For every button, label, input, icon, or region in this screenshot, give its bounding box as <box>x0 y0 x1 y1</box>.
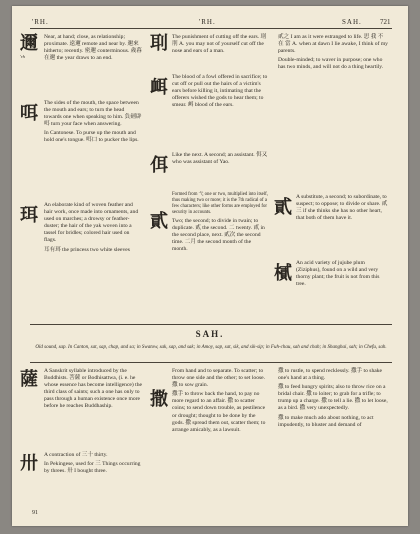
entry-definition: 耳有珥 the princess two white sleeves <box>44 246 130 253</box>
entry-character: 薩 <box>20 369 38 389</box>
entry-character: 邇 <box>20 33 38 53</box>
dictionary-page <box>12 6 408 526</box>
column-3-text-b <box>296 194 390 224</box>
section-rule-top <box>30 324 392 325</box>
entry-definition: From hand and to separate. To scatter; to throw one side and the other; to set loose. 撒 to sow grain. <box>172 368 266 389</box>
column-1-text-a <box>44 34 142 64</box>
entry-definition: In Cantonese. To purse up the mouth and hold one's tongue. 咡口 to pucker the lips. <box>44 130 139 144</box>
header-middle: 'RH. <box>199 18 216 26</box>
entry-romanization: 'rh <box>20 54 25 59</box>
entry-definition: The sides of the mouth, the space between the mouth and ears; to turn the head towards one when speaking to him. 負劍辟咡 turn your face when answering. <box>44 100 142 128</box>
column-4-text-b <box>44 452 142 477</box>
column-3-text-a <box>278 34 390 73</box>
entry-definition: 撒手 to throw back the hand, to pay no more regard to an affair. 撒 to scatter coins; to send down trouble, as pestilence or drought; thought to be done by the gods. 撒 spread them out, scatter them; to arrange amicably, as a lawsuit. <box>172 391 266 433</box>
entry-definition: In Pekingese, used for 三 Things occurring by threes. 卅 I bought three. <box>44 461 141 475</box>
entry-definition: Like the next. A second; an assistant. 佴又 who was assistant of Yao. <box>172 152 268 166</box>
section-title: SAH. <box>195 329 225 339</box>
entry-definition: The punishment of cutting off the ears. 刵刖 A. you may not of yourself cut off the nose and ears of a man. <box>172 34 267 55</box>
column-4-text-a <box>44 368 142 413</box>
column-3-text-c <box>296 260 390 290</box>
column-6-text <box>278 368 390 431</box>
header-rule <box>30 28 392 29</box>
entry-definition: The blood of a fowl offered in sacrifice; to cut off or pull out the hairs of a victim's ears before killing it, intimating that the offerers wished the gods to hear them; to smear. 衈 blood of the ears. <box>172 74 268 109</box>
section-rule-bottom <box>30 362 392 363</box>
entry-definition: 撒 to rustle, to spend recklessly. 撒手 to shake one's hand at a thing. <box>278 368 383 382</box>
entry-character: 樲 <box>274 263 292 283</box>
column-2-text-a <box>172 34 268 57</box>
column-2-text-c <box>172 152 268 168</box>
entry-character: 刵 <box>150 33 168 53</box>
entry-character: 卅 <box>20 453 38 473</box>
entry-definition: An acid variety of jujube plum (Ziziphus), found on a wild and very thorny plant; the fruit is not from this tree. <box>296 260 380 288</box>
footer-page-number: 91 <box>32 510 38 516</box>
column-1-text-b <box>44 100 142 147</box>
column-2-text-d <box>172 192 268 255</box>
section-dialects: Old sound, sap. In Canton, sat, sap, chap, and sa; in Swatow, sak, sap, and sak; in Amoy, sap, sat, sik, and sik-sip; in Fuh-chau, sah and chah; in Shanghai, sah; in Chefu, sah. <box>35 345 387 350</box>
entry-character: 佴 <box>150 155 168 175</box>
entry-character: 撒 <box>150 389 168 409</box>
entry-definition: 貳之 I am as it were estranged to life. 思 我 不 在 當 A. when at dawn I lie awake, I think of my parents. <box>278 34 388 55</box>
entry-definition: Double-minded; to waver in purpose; one who has two minds, and will not do a thing heartily. <box>278 57 384 71</box>
entry-definition: 撒 to make much ado about nothing, to act impudently, to bluster and demand of <box>278 414 374 428</box>
entry-character: 珥 <box>20 205 38 225</box>
header-left: 'RH. <box>32 18 49 26</box>
page-number: 721 <box>380 18 391 26</box>
entry-definition: A contraction of 三十 thirty. <box>44 452 108 458</box>
entry-definition: Formed from 弋 one or two, multiplied into itself, thus making two or more; it is the 7th radical of a few characters; like other forms are employed for security in accounts. <box>172 192 268 215</box>
entry-definition: 撒 to feed hungry spirits; also to throw rice on a bridal chair. 撒 to loiter; to grab for a trifle; to trump up a charge. 撒 to tell a lie. 撒 to let loose, as a bird. 撒 very unexpectedly. <box>278 384 388 412</box>
column-5-text-a <box>172 368 268 436</box>
entry-definition: A Sanskrit syllable introduced by the Buddhists. 菩薩 or Bodhisattwa, (i. e. he whose essence has become intelligence) the third class of saints; such a one has only to pass through a human existence once more before he reaches Buddhaship. <box>44 368 143 410</box>
entry-definition: Near, at hand; close, as relationship; proximate. 遠邇 remote and near by. 邇來 hitherto; recently. 密邇 conterminous. 歲暮在邇 the year draws to an end. <box>44 34 142 62</box>
entry-character: 貳 <box>150 211 168 231</box>
entry-definition: An elaborate kind of woven feather and hair work, once made into ornaments, and used on marches; a drowsy or feather-duster; the hair of the yak woven into a tassel for bridles; colored hair used on flags. <box>44 202 139 244</box>
entry-character: 貳 <box>274 197 292 217</box>
entry-character: 咡 <box>20 103 38 123</box>
entry-definition: A substitute, a second; to subordinate, to suspect; to oppose; to divide or share. 貳 三 if she thinks she has no other heart, that both of them have it. <box>296 194 388 222</box>
column-2-text-b <box>172 74 268 111</box>
header-right: SAH. <box>342 18 362 26</box>
entry-character: 衈 <box>150 77 168 97</box>
entry-definition: Two; the second; to divide in twain; to duplicate. 貳 the second. 二 twenty. 貳 in the second place, next. 貳次 the second time. 二月 the second month of the month. <box>172 218 265 253</box>
column-1-text-c <box>44 202 142 256</box>
